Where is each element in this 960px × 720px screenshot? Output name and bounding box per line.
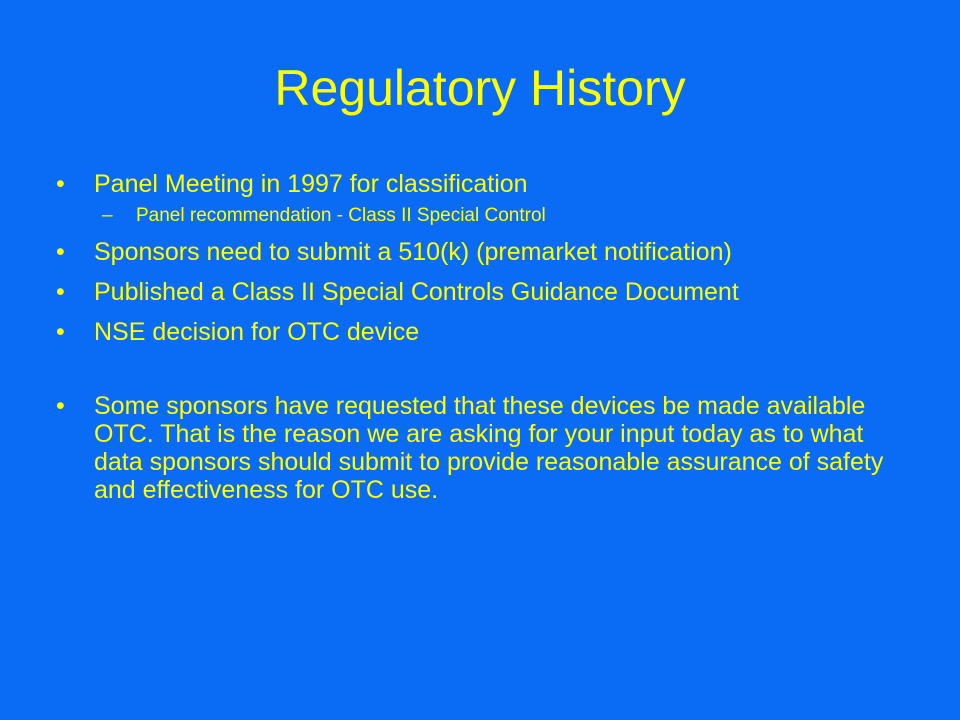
bullet-item (56, 170, 896, 198)
sub-bullet-dash: – (102, 205, 113, 226)
bullet-item (56, 278, 896, 306)
bullet-text: NSE decision for OTC device (94, 318, 420, 346)
bullet-dot: • (56, 238, 65, 266)
bullet-dot: • (56, 392, 65, 420)
bullet-item (56, 318, 896, 346)
bullet-text: Panel Meeting in 1997 for classification (94, 170, 528, 198)
bullet-item (56, 392, 896, 504)
bullet-text: Sponsors need to submit a 510(k) (premarket notification) (94, 238, 732, 266)
sub-bullet-text: Panel recommendation - Class II Special Control (136, 205, 546, 226)
spacer (56, 358, 896, 392)
bullet-text: Some sponsors have requested that these devices be made available OTC. That is the reason we are asking for your input today as to what data sponsors should submit to provide reasonable assurance of safety and effectiveness for OTC use. (94, 392, 884, 504)
bullet-dot: • (56, 318, 65, 346)
slide-title: Regulatory History (274, 60, 686, 116)
bullet-dot: • (56, 170, 65, 198)
bullet-dot: • (56, 278, 65, 306)
bullet-text: Published a Class II Special Controls Guidance Document (94, 278, 739, 306)
bullet-list (56, 170, 896, 516)
sub-bullet-item (56, 204, 896, 228)
bullet-item (56, 238, 896, 266)
